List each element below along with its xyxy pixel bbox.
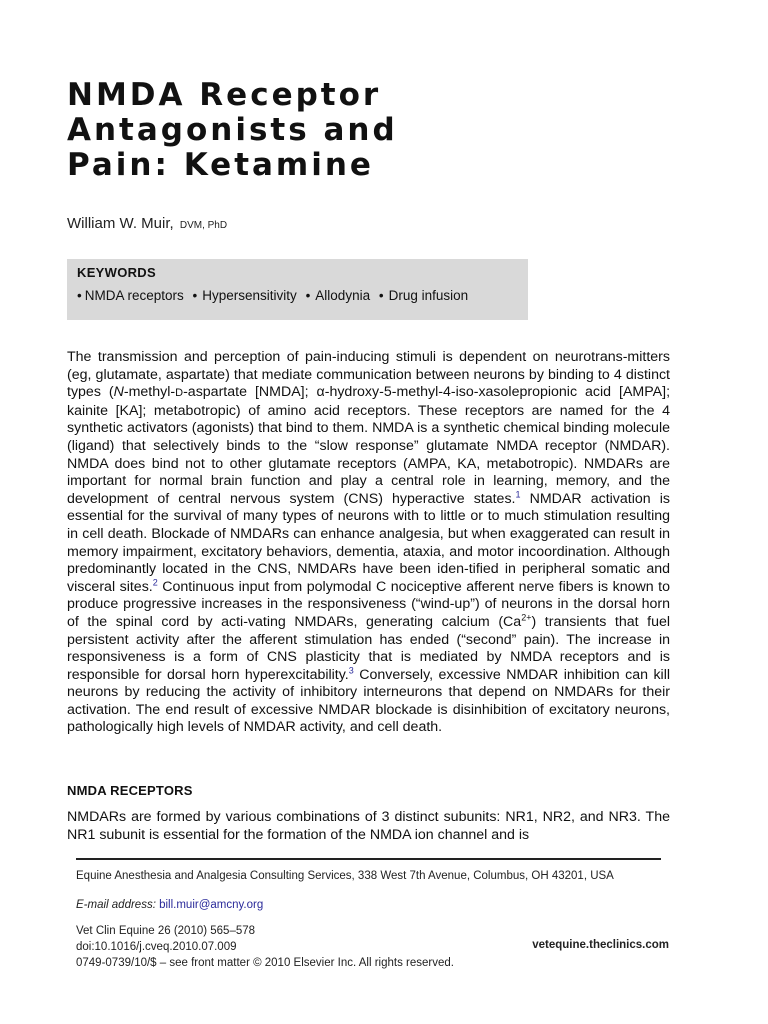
keyword-bullet: • — [378, 288, 384, 303]
intro-text: -aspartate [NMDA]; α-hydroxy-5-methyl-4-iso-xasolepropionic acid [AMPA]; kainite [KA]; metabotropic) of amino acid receptors. These receptors are named for the 4 synthetic activators (agonists) that bind to them. NMDA is a synthetic chemical binding molecule (ligand) that selectively binds to the “slow response” glutamate NMDA receptor (NMDAR). NMDA does bind not to other glutamate receptors (AMPA, KA, metabotropic). NMDARs are important for normal brain function and play a central role in learning, memory, and the development of central nervous system (CNS) hyperactive states. — [67, 384, 671, 507]
author-name: William W. Muir, — [67, 215, 174, 232]
section-paragraph: NMDARs are formed by various combinations of 3 distinct subunits: NR1, NR2, and NR3. The NR1 subunit is essential for the formation of the NMDA ion channel and is — [67, 809, 670, 843]
section-heading: NMDA RECEPTORS — [67, 783, 193, 798]
copyright: 0749-0739/10/$ – see front matter © 2010 Elsevier Inc. All rights reserved. — [76, 957, 454, 969]
keyword-item: NMDA receptors — [84, 288, 184, 303]
intro-text: The transmission and perception of pain-inducing stimuli is dependent on neurotrans-mitters (eg, glutamate, aspartate) that mediate communication between neurons by binding to 4 distinct types ( — [67, 349, 670, 401]
citation-info — [76, 923, 454, 971]
intro-text: Conversely, excessive NMDAR inhibition can kill neurons by reducing the activity of inhibitory interneurons that depend on NMDARs for their activation. The end result of excessive NMDAR blockade is disinhibition of excitatory neurons, pathologically high levels of NMDAR activity, and cell death. — [67, 666, 670, 736]
email-label: E-mail address: — [76, 899, 156, 911]
author-line — [67, 215, 227, 232]
email-line — [76, 899, 263, 911]
keyword-item: Allodynia — [315, 288, 371, 303]
doi: doi:10.1016/j.cveq.2010.07.009 — [76, 941, 237, 953]
keywords-box — [67, 259, 528, 320]
journal-website[interactable]: vetequine.theclinics.com — [532, 939, 669, 951]
keyword-item: Hypersensitivity — [202, 288, 297, 303]
intro-text: ) transients that fuel persistent activity after the afferent stimulation has ended (“second” pain). The increase in responsiveness is a form of CNS plasticity that is mediated by NMDA receptors and is responsible for dorsal horn hyperexcitability. — [67, 613, 670, 683]
article-title — [67, 78, 667, 183]
intro-text: -methyl- — [123, 384, 176, 401]
keyword-bullet: • — [192, 288, 198, 303]
citation-link[interactable]: 3 — [348, 664, 354, 675]
journal-citation: Vet Clin Equine 26 (2010) 565–578 — [76, 925, 256, 937]
intro-text: NMDAR activation is essential for the survival of many types of neurons with to little or to much stimulation resulting in cell death. Blockade of NMDARs can enhance analgesia, but when exaggerated can result in memory impairment, excitatory behaviors, dementia, ataxia, and motor incoordination. Although predominantly located in the CNS, NMDARs have been iden-tified in peripheral somatic and visceral sites. — [67, 490, 670, 595]
intro-smallcap: D — [175, 387, 184, 400]
email-link[interactable]: bill.muir@amcny.org — [159, 899, 264, 911]
intro-paragraph — [67, 349, 670, 737]
keyword-item: Drug infusion — [388, 288, 469, 303]
intro-italic: N — [113, 384, 124, 401]
title-line-2: Antagonists and — [67, 112, 398, 148]
superscript: 2+ — [521, 612, 532, 623]
citation-link[interactable]: 1 — [515, 489, 521, 500]
footnote-divider — [76, 858, 661, 860]
keyword-bullet: • — [77, 288, 82, 303]
keywords-heading: KEYWORDS — [77, 265, 156, 280]
intro-text: Continuous input from polymodal C nociceptive afferent nerve fibers is known to produce progressive increases in the responsiveness (“wind-up”) of neurons in the dorsal horn of the spinal cord by acti-vating NMDARs, generating calcium (Ca — [67, 578, 670, 630]
keyword-bullet: • — [305, 288, 311, 303]
title-line-1: NMDA Receptor — [67, 77, 382, 113]
title-line-3: Pain: Ketamine — [67, 147, 374, 183]
citation-link[interactable]: 2 — [152, 576, 158, 587]
affiliation: Equine Anesthesia and Analgesia Consulting Services, 338 West 7th Avenue, Columbus, OH 43201, USA — [76, 870, 614, 882]
keywords-list — [77, 288, 468, 303]
author-credentials: DVM, PhD — [179, 220, 228, 231]
